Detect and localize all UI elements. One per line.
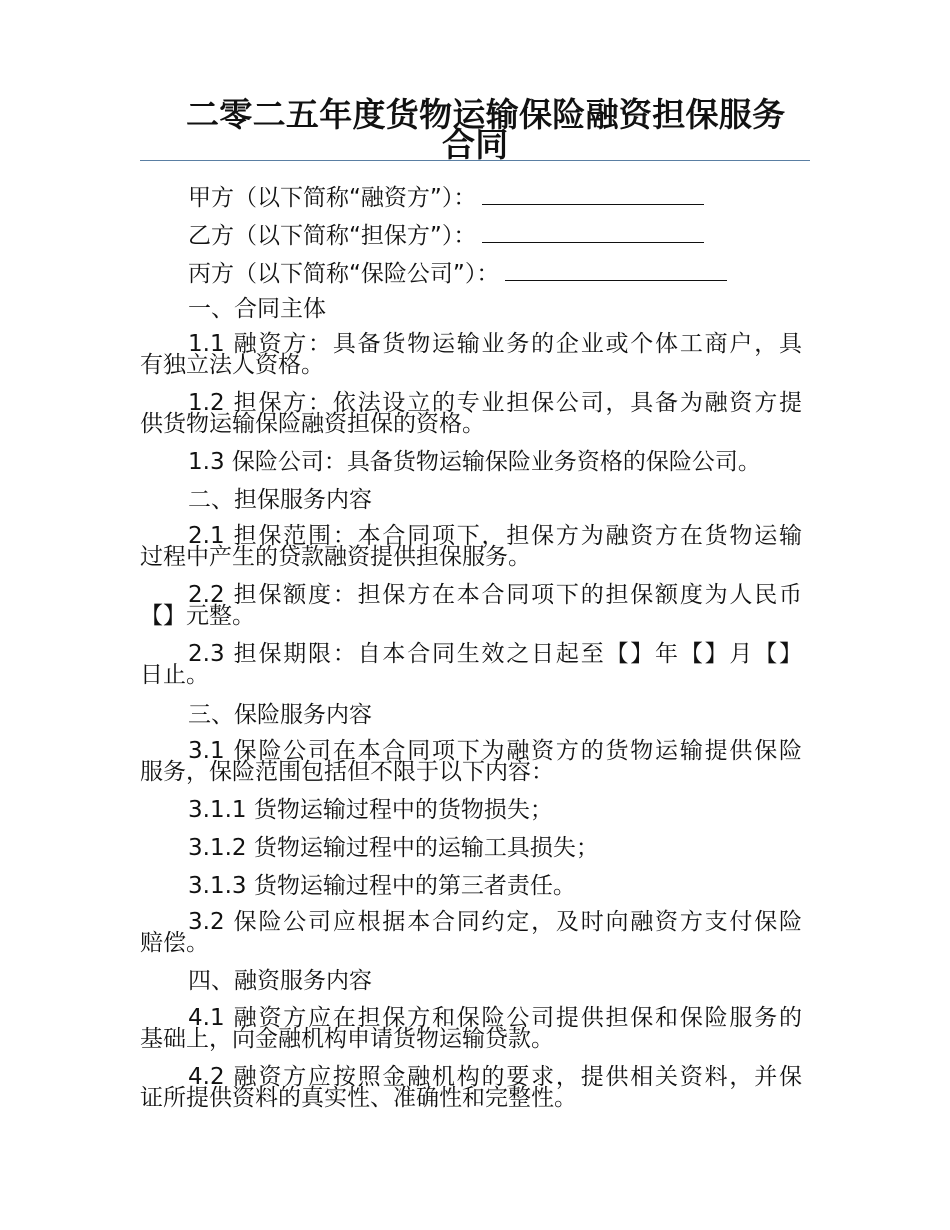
clause-1-2 xyxy=(140,390,802,437)
clause-3-1-3: 3.1.3 货物运输过程中的第三者责任。 xyxy=(188,873,576,899)
party-c-label: 丙方（以下简称“保险公司”）： xyxy=(188,261,500,287)
clause-2-1-line-1: 2.1 担保范围：本合同项下，担保方为融资方在货物运输 xyxy=(188,523,802,549)
clause-2-3-line-1: 2.3 担保期限：自本合同生效之日起至【】年【】月【】 xyxy=(188,641,802,667)
clause-2-3-line-2: 日止。 xyxy=(140,662,209,688)
clause-3-2-line-1: 3.2 保险公司应根据本合同约定，及时向融资方支付保险 xyxy=(188,909,802,935)
clause-4-1-line-1: 4.1 融资方应在担保方和保险公司提供担保和保险服务的 xyxy=(188,1005,802,1031)
clause-2-2-line-1: 2.2 担保额度：担保方在本合同项下的担保额度为人民币 xyxy=(188,582,802,608)
section-3-heading: 三、保险服务内容 xyxy=(188,702,372,728)
clause-4-1-line-2: 基础上，向金融机构申请货物运输贷款。 xyxy=(140,1026,554,1052)
clause-1-1-line-1: 1.1 融资方：具备货物运输业务的企业或个体工商户，具 xyxy=(188,331,802,357)
party-c-line xyxy=(188,260,727,286)
title-divider xyxy=(140,160,810,161)
party-c-blank xyxy=(505,260,727,281)
clause-3-1-line-1: 3.1 保险公司在本合同项下为融资方的货物运输提供保险 xyxy=(188,738,802,764)
clause-1-1-line-2: 有独立法人资格。 xyxy=(140,352,324,378)
clause-3-1-1: 3.1.1 货物运输过程中的货物损失； xyxy=(188,797,553,823)
party-a-label: 甲方（以下简称“融资方”）： xyxy=(188,185,477,211)
clause-1-3: 1.3 保险公司：具备货物运输保险业务资格的保险公司。 xyxy=(188,449,761,475)
document-title xyxy=(140,95,810,164)
section-2-heading: 二、担保服务内容 xyxy=(188,487,372,513)
title-line-1: 二零二五年度货物运输保险融资担保服务 xyxy=(186,95,786,134)
party-a-line xyxy=(188,184,704,210)
clause-3-2-line-2: 赔偿。 xyxy=(140,930,209,956)
section-4-heading: 四、融资服务内容 xyxy=(188,968,372,994)
clause-3-2 xyxy=(140,909,802,956)
clause-2-1-line-2: 过程中产生的贷款融资提供担保服务。 xyxy=(140,544,531,570)
party-b-blank xyxy=(482,222,704,243)
clause-2-3 xyxy=(140,641,802,688)
clause-2-1 xyxy=(140,523,802,570)
clause-1-1 xyxy=(140,331,802,378)
party-b-label: 乙方（以下简称“担保方”）： xyxy=(188,223,477,249)
clause-2-2 xyxy=(140,582,802,629)
clause-4-2-line-1: 4.2 融资方应按照金融机构的要求，提供相关资料，并保 xyxy=(188,1064,802,1090)
clause-1-2-line-1: 1.2 担保方：依法设立的专业担保公司，具备为融资方提 xyxy=(188,390,802,416)
clause-4-2-line-2: 证所提供资料的真实性、准确性和完整性。 xyxy=(140,1085,577,1111)
title-line-2: 合同 xyxy=(442,125,509,164)
clause-3-1-line-2: 服务，保险范围包括但不限于以下内容： xyxy=(140,759,554,785)
clause-2-2-line-2: 【】元整。 xyxy=(140,603,255,629)
clause-3-1 xyxy=(140,738,802,785)
clause-1-2-line-2: 供货物运输保险融资担保的资格。 xyxy=(140,411,485,437)
party-a-blank xyxy=(482,184,704,205)
clause-3-1-2: 3.1.2 货物运输过程中的运输工具损失； xyxy=(188,835,599,861)
clause-4-1 xyxy=(140,1005,802,1052)
clause-4-2 xyxy=(140,1064,802,1111)
party-b-line xyxy=(188,222,704,248)
section-1-heading: 一、合同主体 xyxy=(188,296,326,322)
